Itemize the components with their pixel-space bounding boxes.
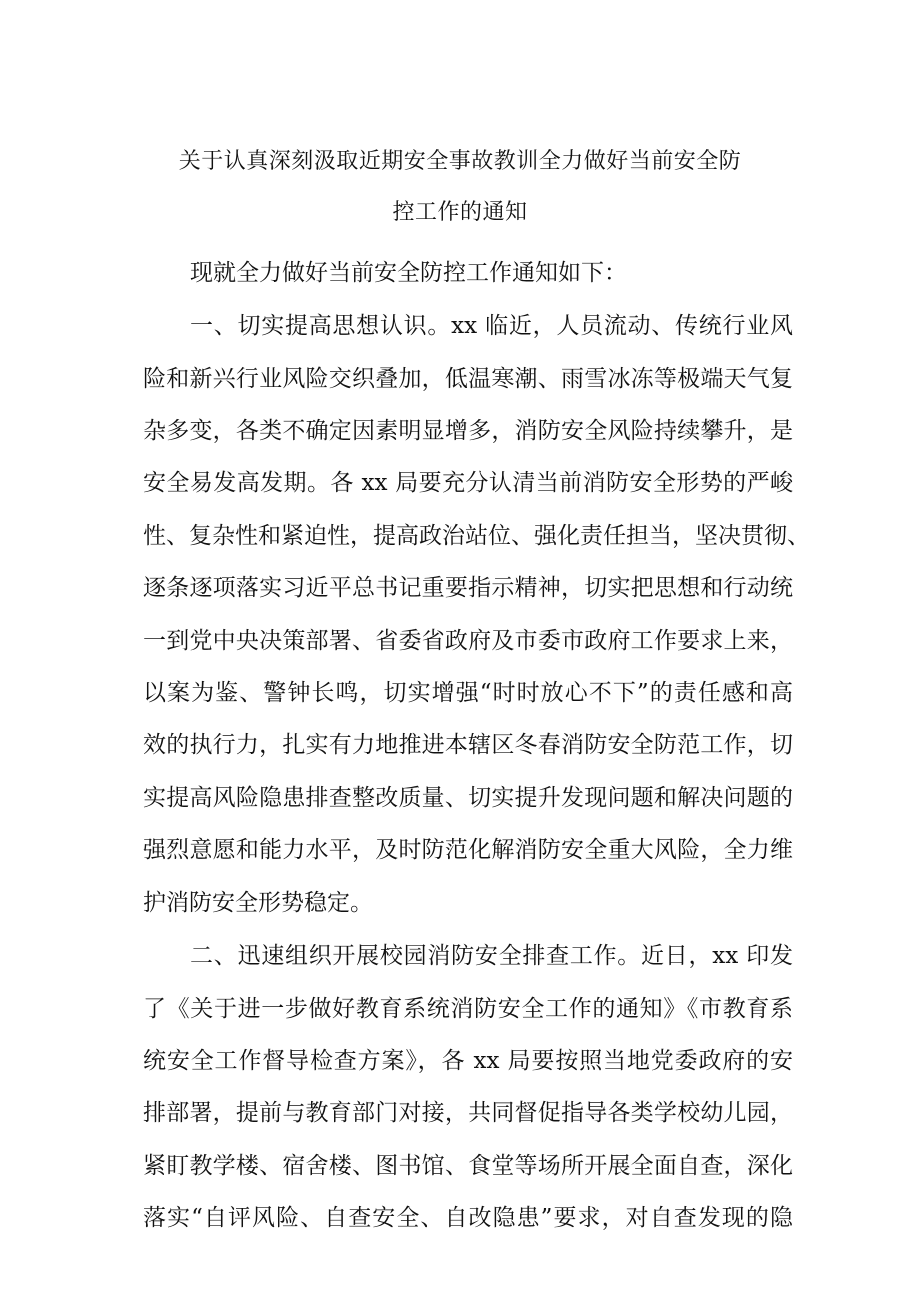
paragraph-1-line: 险和新兴行业风险交织叠加，低温寒潮、雨雪冰冻等极端天气复 (143, 366, 793, 392)
paragraph-1-line: 以案为鉴、警钟长鸣，切实增强“时时放心不下”的责任感和高 (143, 680, 793, 706)
paragraph-1-line: 一、切实提高思想认识。xx 临近，人员流动、传统行业风 (190, 313, 793, 339)
paragraph-2-line: 紧盯教学楼、宿舍楼、图书馆、食堂等场所开展全面自查，深化 (143, 1153, 793, 1179)
paragraph-2-line: 了《关于进一步做好教育系统消防安全工作的通知》《市教育系 (143, 996, 793, 1022)
document-title-line-1: 关于认真深刻汲取近期安全事故教训全力做好当前安全防 (178, 149, 742, 174)
paragraph-2-line: 二、迅速组织开展校园消防安全排查工作。近日，xx 印发 (190, 943, 793, 969)
paragraph-1-line: 杂多变，各类不确定因素明显增多，消防安全风险持续攀升，是 (143, 418, 793, 444)
paragraph-1-line: 护消防安全形势稳定。 (143, 890, 373, 916)
document-title-line-2: 控工作的通知 (392, 200, 528, 225)
paragraph-1-line: 实提高风险隐患排查整改质量、切实提升发现问题和解决问题的 (143, 785, 793, 811)
paragraph-2-line: 排部署，提前与教育部门对接，共同督促指导各类学校幼儿园， (143, 1100, 793, 1126)
paragraph-1-line: 强烈意愿和能力水平，及时防范化解消防安全重大风险，全力维 (143, 837, 793, 863)
paragraph-2-line: 落实“自评风险、自查安全、自改隐患”要求，对自查发现的隐 (143, 1205, 793, 1231)
paragraph-1-line: 性、复杂性和紧迫性，提高政治站位、强化责任担当，坚决贯彻、 (143, 523, 810, 549)
paragraph-1-line: 效的执行力，扎实有力地推进本辖区冬春消防安全防范工作，切 (143, 732, 793, 758)
intro-paragraph: 现就全力做好当前安全防控工作通知如下： (190, 260, 627, 286)
paragraph-1-line: 逐条逐项落实习近平总书记重要指示精神，切实把思想和行动统 (143, 575, 793, 601)
paragraph-1-line: 安全易发高发期。各 xx 局要充分认清当前消防安全形势的严峻 (143, 470, 793, 496)
paragraph-2-line: 统安全工作督导检查方案》，各 xx 局要按照当地党委政府的安 (143, 1048, 793, 1074)
paragraph-1-line: 一到党中央决策部署、省委省政府及市委市政府工作要求上来， (143, 628, 793, 654)
